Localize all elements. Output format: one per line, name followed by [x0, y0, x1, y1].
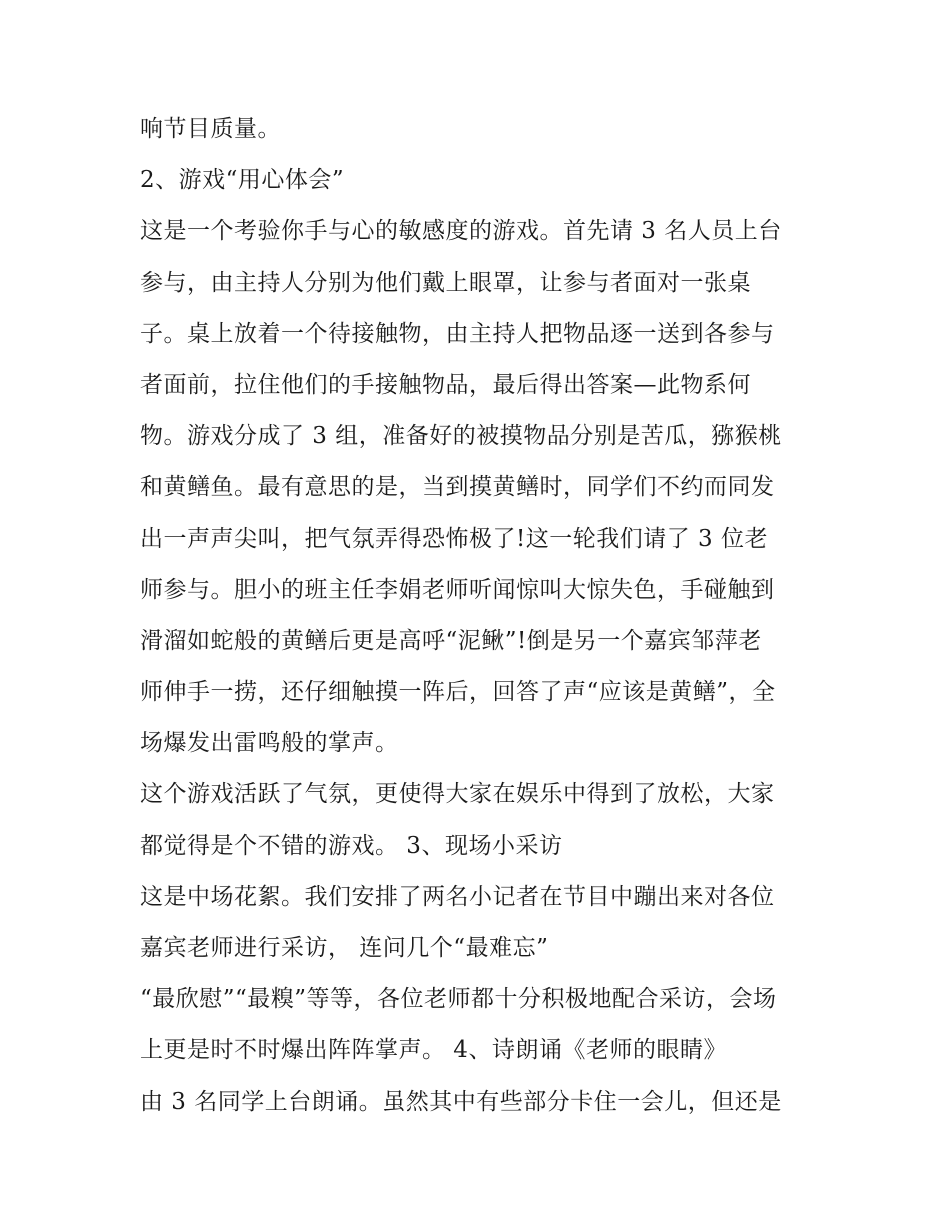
text-line: 和黄鳝鱼。最有意思的是，当到摸黄鳝时，同学们不约而同发 [140, 474, 775, 501]
text-line: 由 3 名同学上台朗诵。虽然其中有些部分卡住一会儿，但还是 [140, 1088, 782, 1115]
text-line: 响节目质量。 [140, 116, 281, 142]
text-line: 出一声声尖叫，把气氛弄得恐怖极了!这一轮我们请了 3 位老 [140, 525, 768, 552]
text-line: 参与，由主持人分别为他们戴上眼罩，让参与者面对一张桌 [140, 269, 751, 296]
text-line: 子。桌上放着一个待接触物，由主持人把物品逐一送到各参与 [140, 320, 775, 347]
text-line: 上更是时不时爆出阵阵掌声。 4、诗朗诵《老师的眼睛》 [140, 1037, 727, 1064]
text-line: “最欣慰”“最糗”等等，各位老师都十分积极地配合采访，会场 [140, 986, 777, 1013]
text-line: 师伸手一捞，还仔细触摸一阵后，回答了声“应该是黄鳝”，全 [140, 679, 776, 706]
text-line: 师参与。胆小的班主任李娟老师听闻惊叫大惊失色，手碰触到 [140, 576, 775, 603]
text-line: 这是一个考验你手与心的敏感度的游戏。首先请 3 名人员上台 [140, 218, 782, 245]
section-heading: 2、游戏“用心体会” [140, 167, 345, 194]
text-line: 者面前，拉住他们的手接触物品，最后得出答案—此物系何 [140, 371, 751, 398]
text-line: 嘉宾老师进行采访， 连问几个“最难忘” [140, 935, 549, 961]
text-line: 场爆发出雷鸣般的掌声。 [140, 730, 399, 757]
text-line: 物。游戏分成了 3 组，准备好的被摸物品分别是苦瓜，猕猴桃 [140, 423, 782, 450]
body-text [140, 104, 820, 1128]
text-line: 这个游戏活跃了气氛，更使得大家在娱乐中得到了放松，大家 [140, 781, 775, 808]
text-line: 这是中场花絮。我们安排了两名小记者在节目中蹦出来对各位 [140, 883, 775, 910]
text-line: 都觉得是个不错的游戏。 3、现场小采访 [140, 832, 563, 859]
text-line: 滑溜如蛇般的黄鳝后更是高呼“泥鳅”!倒是另一个嘉宾邹萍老 [140, 627, 762, 654]
